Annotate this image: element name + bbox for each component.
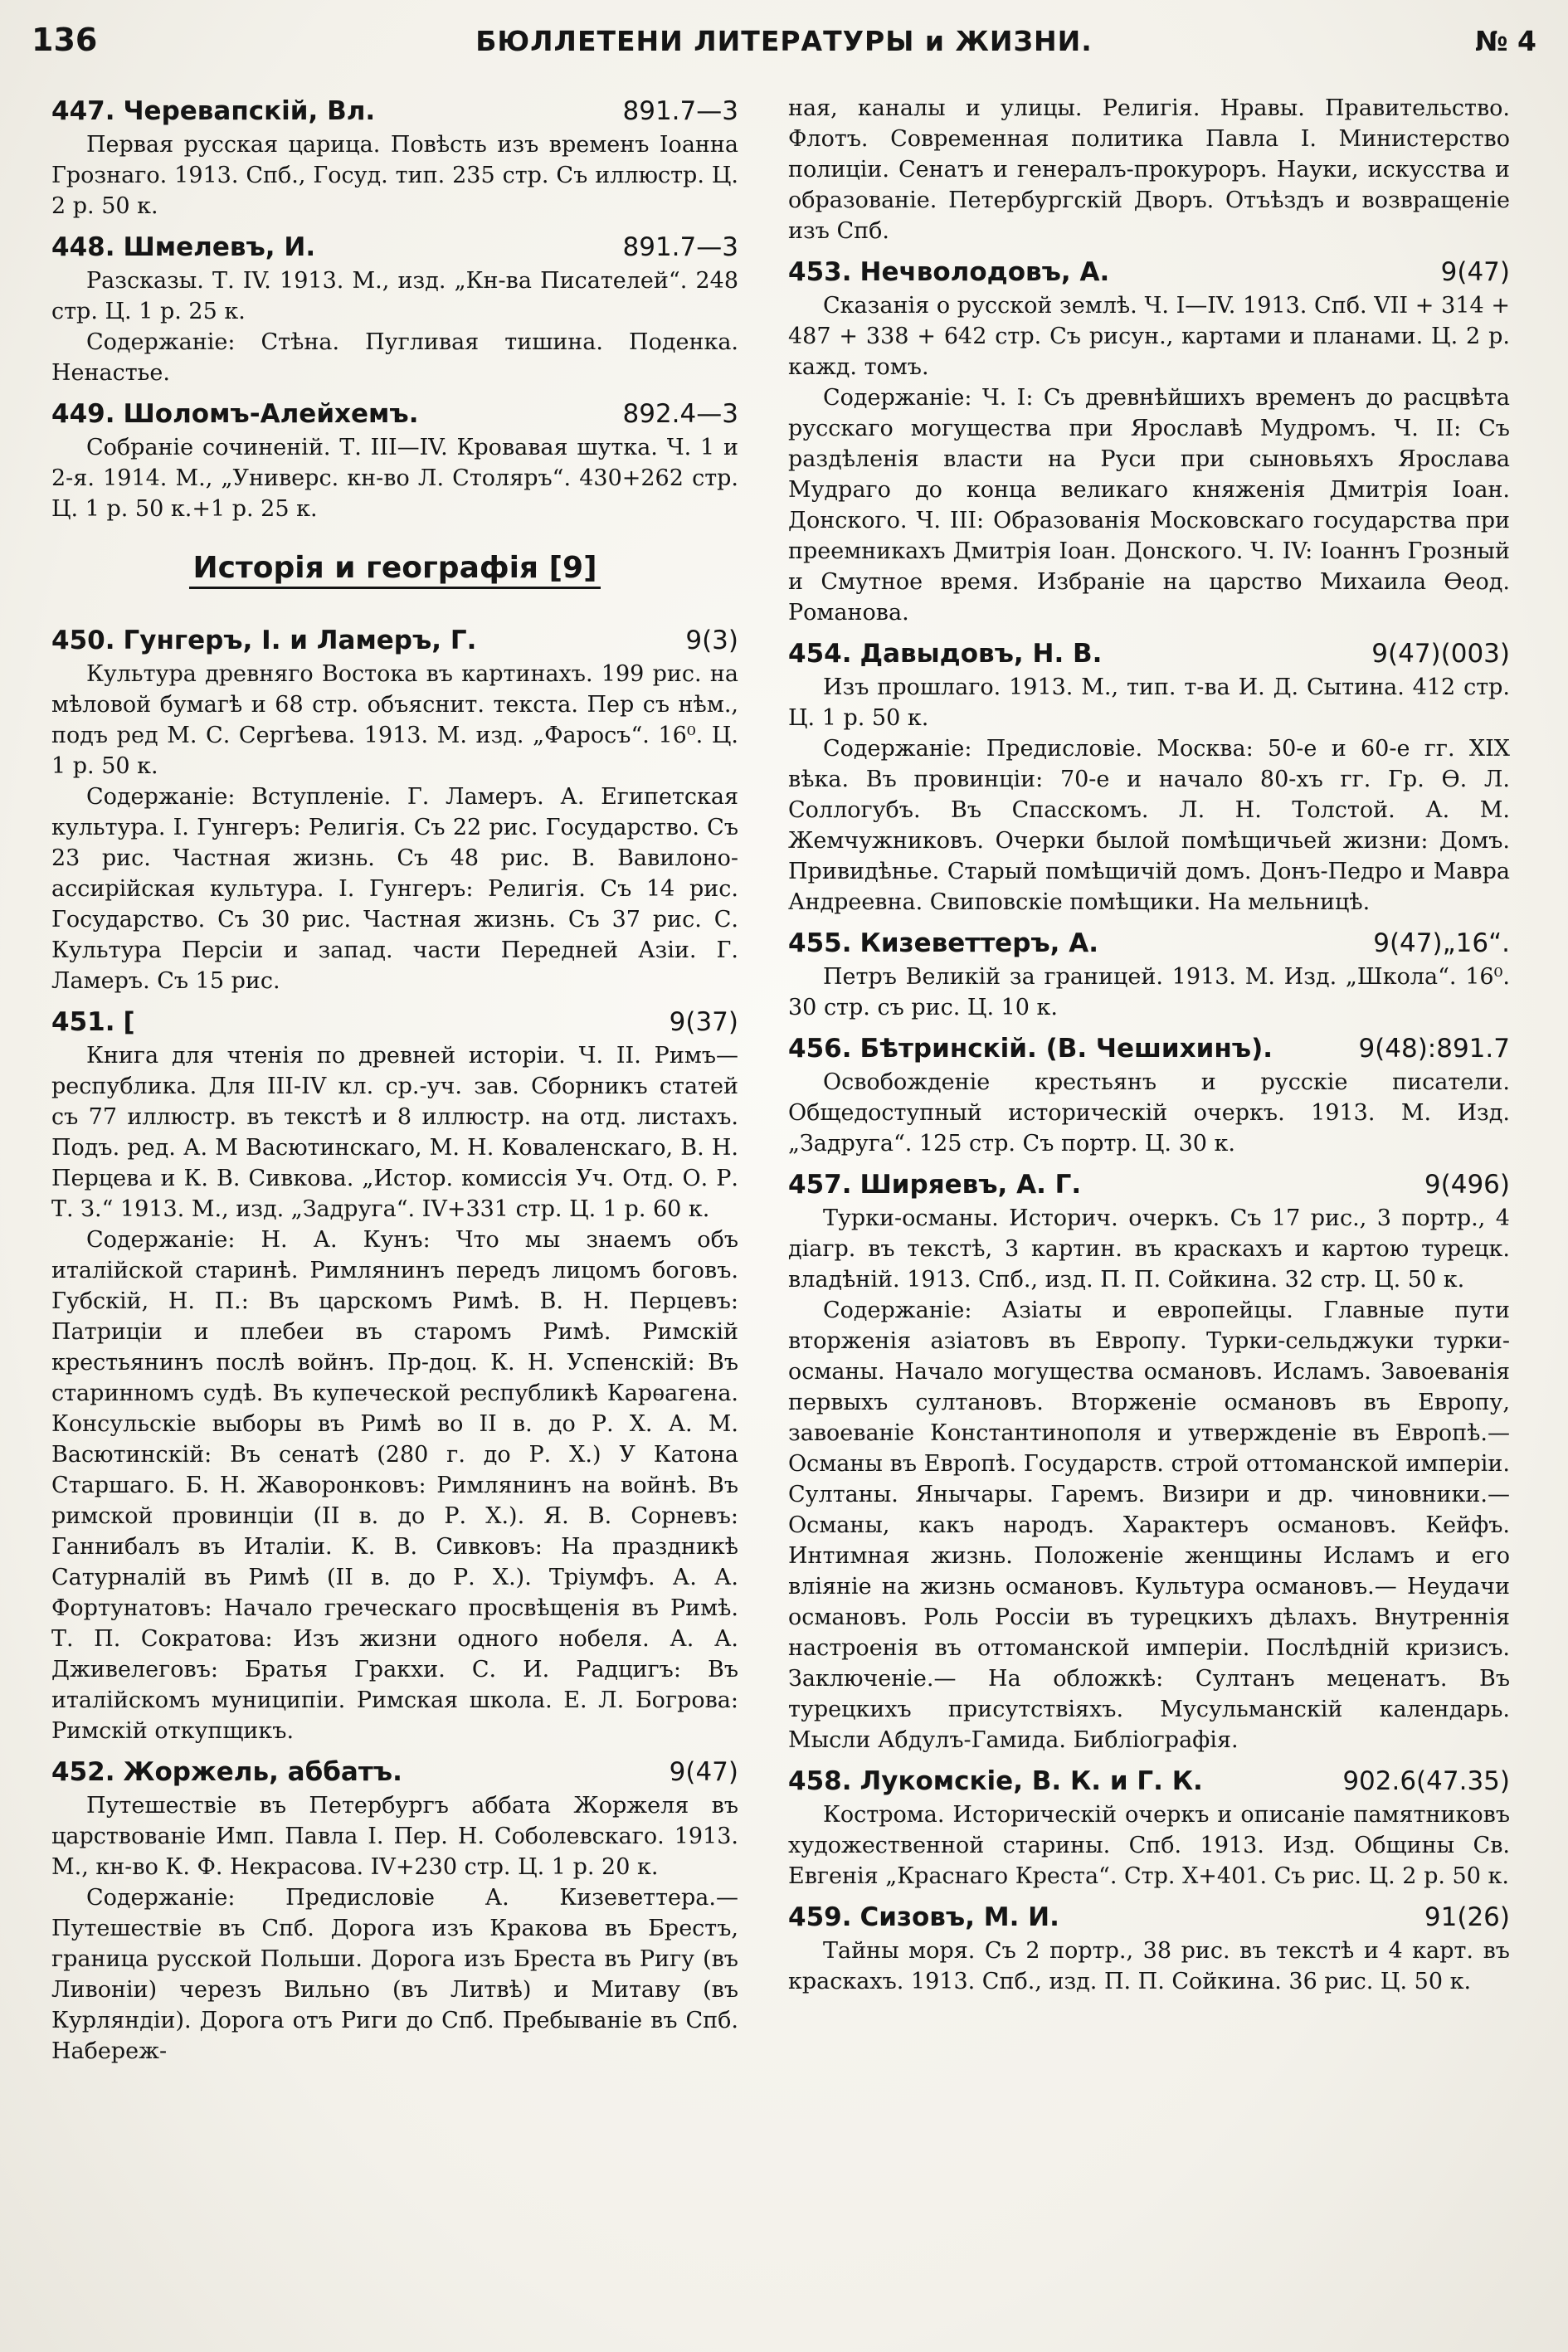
entry-classification: 892.4—3 [622,399,738,429]
entry-contents: Содержаніе: Вступленіе. Г. Ламеръ. А. Египетская культура. І. Гунгеръ: Религія. Съ 22 рис. Государство. Съ 23 рис. Частная жизнь. Съ 48 рис. В. Вавилоно-ассирійская культура. І. Гунгеръ: Религія. Съ 14 рис. Государство. Съ 30 рис. Частная жизнь. Съ 37 рис. С. Культура Персіи и запад. части Передней Азіи. Г. Ламеръ. Съ 15 рис. [51,784,738,994]
entry-author: Ширяевъ, А. Г. [859,1170,1082,1200]
entry-heading [51,1754,738,1790]
entry-classification: 9(37) [669,1007,738,1037]
entry-number: 450. [51,626,115,655]
entry-heading [788,925,1510,962]
entry-text: Турки-османы. Историч. очеркъ. Съ 17 рис., 3 портр., 4 діагр. въ текстѣ, 3 картин. въ краскахъ и картою турецк. владѣній. 1913. Спб., изд. П. П. Сойкина. 32 стр. Ц. 50 к. [788,1205,1510,1293]
entry-number: 453. [788,257,852,287]
entry-number: 452. [51,1757,115,1787]
journal-title: БЮЛЛЕТЕНИ ЛИТЕРАТУРЫ и ЖИЗНИ. [475,25,1093,57]
entry-455 [788,925,1510,1023]
entry-448 [51,229,738,388]
entry-author: Сизовъ, М. И. [859,1902,1059,1932]
section-title: Исторія и географія [9] [189,553,600,589]
entry-458 [788,1763,1510,1892]
entry-heading [51,229,738,265]
entry-number: 448. [51,232,115,262]
left-column [51,93,738,2074]
entry-contents: Содержаніе: Предисловіе А. Кизеветтера.— Путешествіе въ Спб. Дорога изъ Кракова въ Брестъ, граница русской Польши. Дорога изъ Бреста въ Ригу (въ Ливоніи) черезъ Вильно (въ Литвѣ) и Митаву (въ Курляндіи). Дорога отъ Риги до Спб. Пребываніе въ Спб. Набереж- [51,1885,738,2064]
entry-author: Шоломъ-Алейхемъ. [123,399,419,429]
issue-number: № 4 [1474,25,1536,57]
entry-classification: 891.7—3 [622,96,738,126]
entry-classification: 9(496) [1424,1170,1510,1200]
entry-contents: Содержаніе: Стѣна. Пугливая тишина. Поденка. Ненастье. [51,329,738,386]
entry-number: 447. [51,96,115,126]
entry-450 [51,622,738,996]
entry-classification: 902.6(47.35) [1342,1766,1510,1796]
entry-449 [51,396,738,524]
page-number: 136 [32,22,98,58]
entry-text: Сказанія о русской землѣ. Ч. I—IV. 1913. Спб. VII + 314 + 487 + 338 + 642 стр. Съ рисун., картами и планами. Ц. 2 р. кажд. томъ. [788,293,1510,380]
entry-number: 449. [51,399,115,429]
entry-classification: 91(26) [1424,1902,1510,1932]
entry-classification: 9(47) [1440,257,1510,287]
entry-heading [51,622,738,659]
entry-text: ная, каналы и улицы. Религія. Нравы. Правительство. Флотъ. Современная политика Павла І. Министерство полиціи. Сенатъ и генералъ-прокуроръ. Науки, искусства и образованіе. Петербургскій Дворъ. Отъѣздъ и возвращеніе изъ Спб. [788,95,1510,244]
entry-text: Изъ прошлаго. 1913. М., тип. т-ва И. Д. Сытина. 412 стр. Ц. 1 р. 50 к. [788,674,1510,731]
entry-author: Черевапскій, Вл. [123,96,376,126]
entry-number: 457. [788,1170,852,1200]
entry-453 [788,254,1510,628]
entry-heading [788,254,1510,290]
entry-author: Нечволодовъ, А. [859,257,1110,287]
entry-text: Петръ Великій за границей. 1913. М. Изд. „Школа“. 16⁰. 30 стр. съ рис. Ц. 10 к. [788,964,1510,1020]
entry-text: Книга для чтенія по древней исторіи. Ч. II. Римъ—республика. Для III-IV кл. ср.-уч. зав. Сборникъ статей съ 77 иллюстр. въ текстѣ и 8 иллюстр. на отд. листахъ. Подъ. ред. А. М Васютинскаго, М. Н. Коваленскаго, В. Н. Перцева и К. В. Сивкова. „Истор. комиссія Уч. Отд. О. Р. Т. З.“ 1913. М., изд. „Задруга“. IV+331 стр. Ц. 1 р. 60 к. [51,1043,738,1222]
entry-text: Кострома. Историческій очеркъ и описаніе памятниковъ художественной старины. Спб. 1913. Изд. Общины Св. Евгенія „Краснаго Креста“. Стр. Х+401. Съ рис. Ц. 2 р. 50 к. [788,1802,1510,1889]
entry-contents: Содержаніе: Ч. I: Съ древнѣйшихъ временъ до расцвѣта русскаго могущества при Ярославѣ Мудромъ. Ч. II: Съ раздѣленія власти на Руси при сыновьяхъ Ярослава Мудраго до конца великаго княженія Дмитрія Іоан. Донского. Ч. III: Образованія Московскаго государства при преемникахъ Дмитрія Іоан. Донского. Ч. IV: Іоаннъ Грозный и Смутное время. Избраніе на царство Михаила Ѳеод. Романова. [788,385,1510,626]
entry-heading [51,1004,738,1040]
entry-author: Лукомскіе, В. К. и Г. К. [859,1766,1203,1796]
entry-author: Жоржель, аббатъ. [123,1757,402,1787]
entry-heading [51,396,738,432]
entry-text: Путешествіе въ Петербургъ аббата Жоржеля въ царствованіе Имп. Павла І. Пер. Н. Соболевскаго. 1913. М., кн-во К. Ф. Некрасова. IV+230 стр. Ц. 1 р. 20 к. [51,1793,738,1880]
entry-text: Первая русская царица. Повѣсть изъ временъ Іоанна Грознаго. 1913. Спб., Госуд. тип. 235 стр. Съ иллюстр. Ц. 2 р. 50 к. [51,132,738,219]
entry-text: Разсказы. Т. IV. 1913. М., изд. „Кн-ва Писателей“. 248 стр. Ц. 1 р. 25 к. [51,268,738,324]
entry-452-continuation [788,93,1510,246]
entry-classification: 9(3) [685,626,738,655]
entry-452 [51,1754,738,2067]
entry-classification: 891.7—3 [622,232,738,262]
entry-number: 459. [788,1902,852,1932]
entry-459 [788,1899,1510,1997]
entry-classification: 9(47) [669,1757,738,1787]
entry-author: Гунгеръ, І. и Ламеръ, Г. [123,626,477,655]
entry-heading [788,635,1510,672]
entry-text: Тайны моря. Съ 2 портр., 38 рис. въ текстѣ и 4 карт. въ краскахъ. 1913. Спб., изд. П. П. Сойкина. 36 рис. Ц. 50 к. [788,1938,1510,1994]
entry-contents: Содержаніе: Н. А. Кунъ: Что мы знаемъ объ италійской старинѣ. Римлянинъ передъ лицомъ боговъ. Губскій, Н. П.: Въ царскомъ Римѣ. В. Н. Перцевъ: Патриціи и плебеи въ старомъ Римѣ. Римскій крестьянинъ послѣ войнъ. Пр-доц. К. Н. Успенскій: Въ старинномъ судѣ. Въ купеческой республикѣ Карѳагена. Консульскіе выборы въ Римѣ во II в. до Р. Х. А. М. Васютинскій: Въ сенатѣ (280 г. до Р. Х.) У Катона Старшаго. Б. Н. Жаворонковъ: Римлянинъ на войнѣ. Въ римской провинціи (II в. до Р. Х.). Я. В. Сорневъ: Ганнибалъ въ Италіи. К. В. Сивковъ: На праздникѣ Сатурналій въ Римѣ (II в. до Р. Х.). Тріумфъ. А. А. Фортунатовъ: Начало греческаго просвѣщенія въ Римѣ. Т. П. Сократова: Изъ жизни одного нобеля. А. А. Дживелеговъ: Братья Гракхи. С. И. Радцигъ: Въ италійскомъ муниципіи. Римская школа. Е. Л. Богрова: Римскій откупщикъ. [51,1227,738,1744]
entry-text: Собраніе сочиненій. Т. III—IV. Кровавая шутка. Ч. 1 и 2-я. 1914. М., „Универс. кн-во Л. Столяръ“. 430+262 стр. Ц. 1 р. 50 к.+1 р. 25 к. [51,435,738,522]
running-header [32,18,1536,68]
entry-classification: 9(47)„16“. [1373,928,1510,958]
entry-text: Культура древняго Востока въ картинахъ. 199 рис. на мѣловой бумагѣ и 68 стр. объяснит. текста. Пер съ нѣм., подъ ред М. С. Сергѣева. 1913. М. изд. „Фаросъ“. 16⁰. Ц. 1 р. 50 к. [51,661,738,779]
entry-author: Давыдовъ, Н. В. [859,639,1103,669]
entry-contents: Содержаніе: Предисловіе. Москва: 50-е и 60-е гг. XIX вѣка. Въ провинціи: 70-е и начало 80-хъ гг. Гр. Ѳ. Л. Соллогубъ. Въ Спасскомъ. Л. Н. Толстой. А. М. Жемчужниковъ. Очерки былой помѣщичьей жизни: Домъ. Привидѣнье. Старый помѣщичій домъ. Донъ-Педро и Мавра Андреевна. Свиповскіе помѣщики. На мельницѣ. [788,736,1510,915]
entry-author: Шмелевъ, И. [123,232,316,262]
entry-author: Бѣтринскій. (В. Чешихинъ). [859,1034,1273,1064]
entry-454 [788,635,1510,918]
entry-number: 456. [788,1034,852,1064]
entry-contents: Содержаніе: Азіаты и европейцы. Главные пути вторженія азіатовъ въ Европу. Турки-сельджуки турки-османы. Начало могущества османовъ. Исламъ. Завоеванія первыхъ султановъ. Вторженіе османовъ въ Европу, завоеваніе Константинополя и утвержденіе въ Европѣ.— Османы въ Европѣ. Государств. строй оттоманской имперіи. Султаны. Янычары. Гаремъ. Визири и др. чиновники.— Османы, какъ народъ. Характеръ османовъ. Кейфъ. Интимная жизнь. Положеніе женщины Исламъ и его вліяніе на жизнь османовъ. Культура османовъ.— Неудачи османовъ. Роль Россіи въ турецкихъ дѣлахъ. Внутреннія настроенія въ оттоманской имперіи. Послѣдній кризисъ. Заключеніе.— На обложкѣ: Султанъ меценатъ. Въ турецкихъ присутствіяхъ. Мусульманскій календарь. Мысли Абдулъ-Гамида. Библіографія. [788,1298,1510,1753]
entry-457 [788,1166,1510,1755]
section-heading [51,553,738,589]
entry-heading [788,1030,1510,1067]
entry-456 [788,1030,1510,1159]
entry-number: 455. [788,928,852,958]
entry-text: Освобожденіе крестьянъ и русскіе писатели. Общедоступный историческій очеркъ. 1913. М. Изд. „Задруга“. 125 стр. Съ портр. Ц. 30 к. [788,1069,1510,1157]
entry-447 [51,93,738,222]
entry-classification: 9(47)(003) [1371,639,1510,669]
right-column [788,93,1510,2004]
entry-classification: 9(48):891.7 [1358,1034,1510,1064]
entry-number: 451. [51,1007,115,1037]
entry-heading [51,93,738,129]
entry-author: [ [123,1007,135,1037]
entry-heading [788,1899,1510,1936]
entry-number: 458. [788,1766,852,1796]
entry-number: 454. [788,639,852,669]
entry-heading [788,1166,1510,1203]
entry-451 [51,1004,738,1746]
entry-heading [788,1763,1510,1799]
entry-author: Кизеветтеръ, А. [859,928,1099,958]
